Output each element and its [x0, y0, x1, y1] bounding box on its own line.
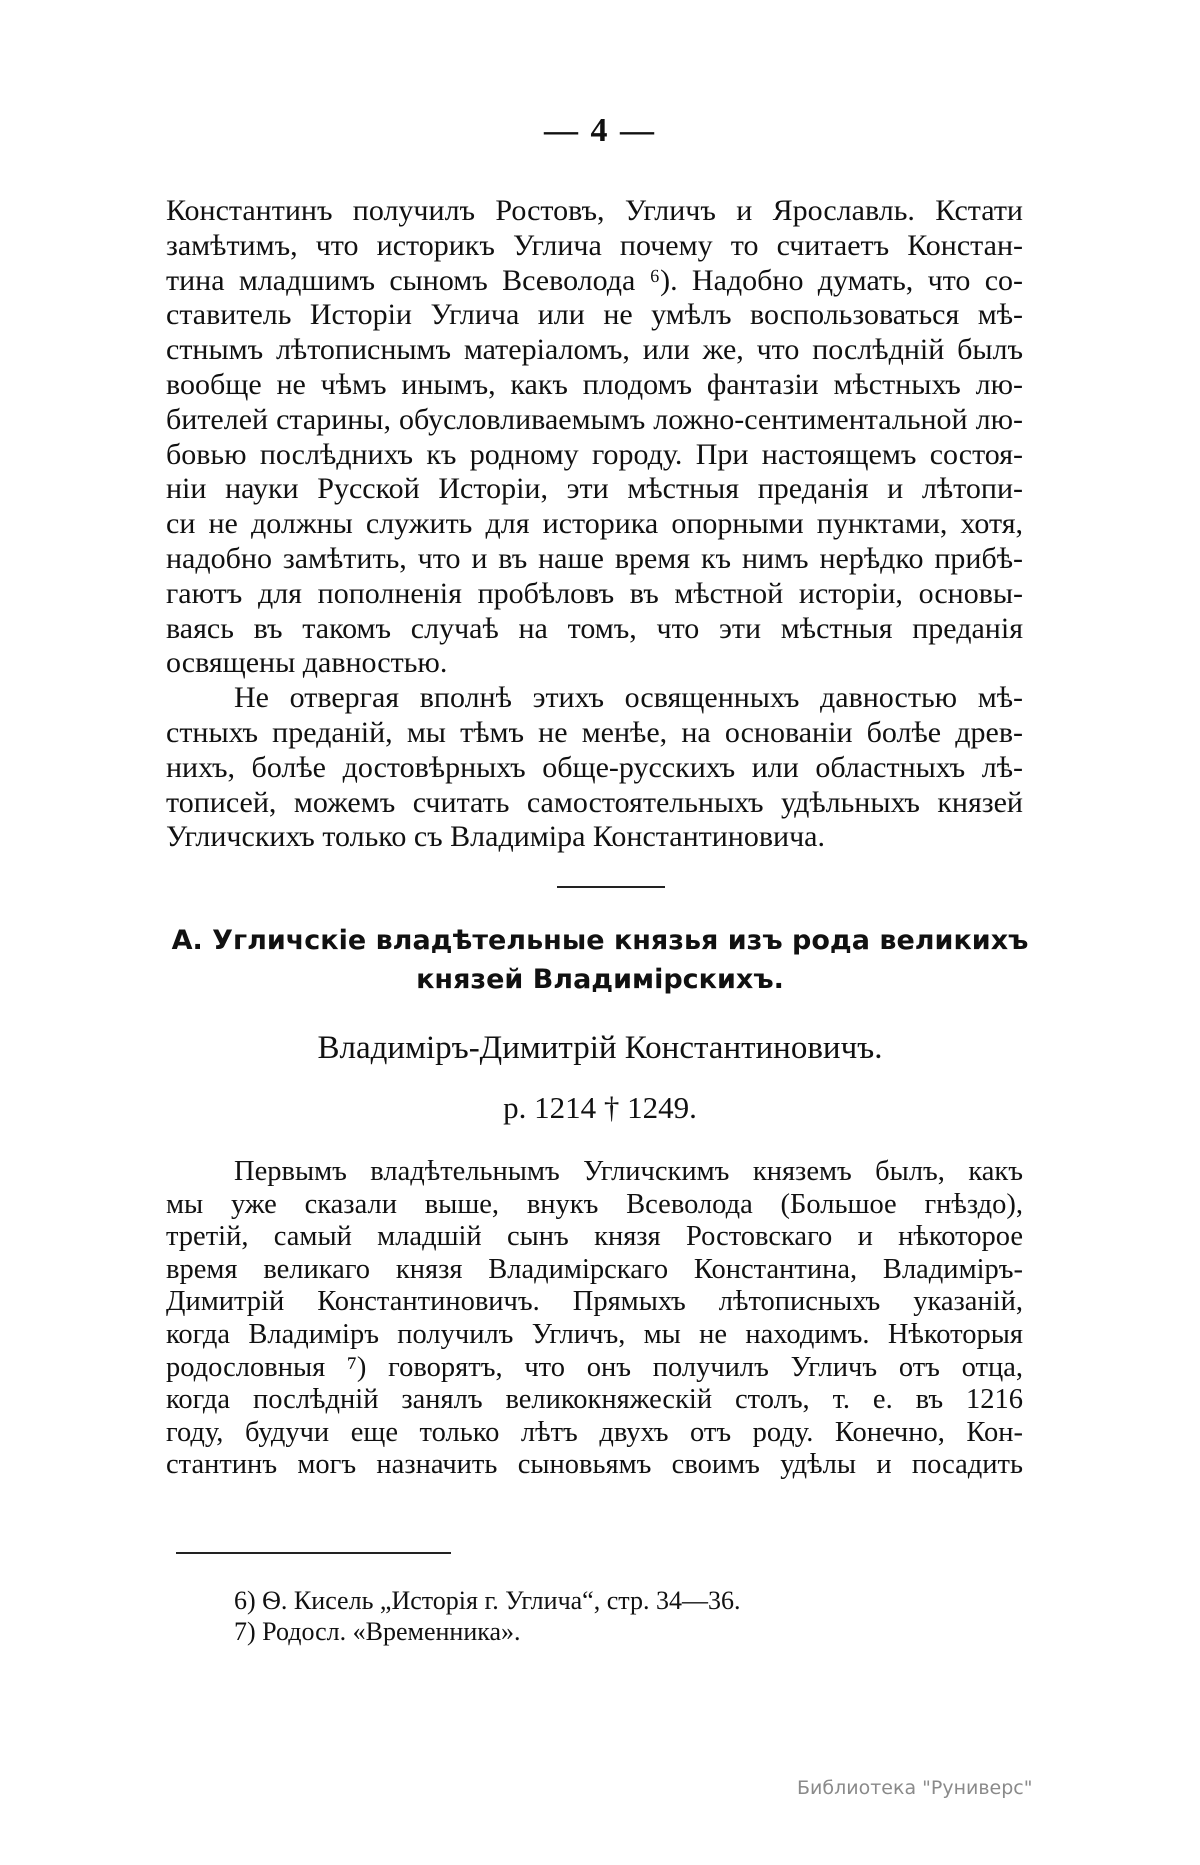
text-line: Первымъ владѣтельнымъ Угличскимъ княземъ былъ, какъ [234, 1156, 1023, 1187]
text-line: Константинъ получилъ Ростовъ, Угличъ и Ярославль. Кстати [166, 194, 1023, 227]
life-dates: р. 1214 † 1249. [503, 1090, 697, 1125]
chapter-subheading: Владиміръ-Димитрій Константиновичъ. [317, 1030, 883, 1066]
text-line: бителей старины, обусловливаемымъ ложно-сентиментальной лю- [166, 402, 1023, 436]
footnote: 7) Родосл. «Временника». [234, 1617, 521, 1646]
text-line: замѣтимъ, что историкъ Углича почему то считаетъ Констан- [166, 228, 1023, 262]
footnote: 6) Ѳ. Кисель „Исторія г. Углича“, стр. 34—36. [234, 1586, 741, 1615]
text-line: тописей, можемъ считать самостоятельныхъ удѣльныхъ князей [166, 785, 1023, 819]
body-text-top [166, 194, 1023, 855]
text-line: гаютъ для пополненія пробѣловъ въ мѣстной исторіи, основы- [166, 576, 1023, 610]
text-line: Угличскихъ только съ Владиміра Константиновича. [166, 820, 825, 854]
text-line: Не отвергая вполнѣ этихъ освященныхъ давностью мѣ- [234, 681, 1023, 715]
text-line: родословныя ⁷) говорятъ, что онъ получилъ Угличъ отъ отца, [166, 1351, 1023, 1383]
text-line: стныхъ преданій, мы тѣмъ не менѣе, на основаніи болѣе древ- [166, 715, 1023, 749]
body-text-bottom [166, 1156, 1023, 1482]
text-line: третій, самый младшій сынъ князя Ростовскаго и нѣкоторое [166, 1221, 1023, 1253]
text-line: надобно замѣтить, что и въ наше время къ нимъ нерѣдко прибѣ- [166, 541, 1023, 575]
text-line: ваясь въ такомъ случаѣ на томъ, что эти мѣстныя преданія [166, 611, 1023, 645]
text-line: си не должны служить для историка опорными пунктами, хотя, [166, 507, 1023, 541]
text-line: году, будучи еще только лѣтъ двухъ отъ роду. Конечно, Кон- [166, 1416, 1023, 1448]
text-line: ставитель Исторіи Углича или не умѣлъ воспользоваться мѣ- [166, 298, 1023, 332]
text-line: когда Владиміръ получилъ Угличъ, мы не находимъ. Нѣкоторыя [166, 1318, 1023, 1350]
section-divider [557, 886, 665, 888]
section-heading-line-2: князей Владимірскихъ. [416, 964, 784, 995]
text-line: Димитрій Константиновичъ. Прямыхъ лѣтописныхъ указаній, [166, 1286, 1023, 1318]
text-line: мы уже сказали выше, внукъ Всеволода (Большое гнѣздо), [166, 1188, 1023, 1220]
text-line: стнымъ лѣтописнымъ матеріаломъ, или же, что послѣдній былъ [166, 333, 1023, 367]
text-line: тина младшимъ сыномъ Всеволода ⁶). Надобно думать, что со- [166, 263, 1023, 297]
text-line: вообще не чѣмъ инымъ, какъ плодомъ фантазіи мѣстныхъ лю- [166, 367, 1023, 401]
footnote-rule [176, 1552, 451, 1554]
text-line: когда послѣдній занялъ великокняжескій столъ, т. е. въ 1216 [166, 1384, 1023, 1416]
text-line: бовью послѣднихъ къ родному городу. При настоящемъ состоя- [166, 437, 1023, 471]
page-number: — 4 — [544, 112, 656, 149]
text-line: ніи науки Русской Исторіи, эти мѣстныя преданія и лѣтопи- [166, 472, 1023, 506]
text-line: время великаго князя Владимірскаго Константина, Владиміръ- [166, 1253, 1023, 1285]
text-line: освящены давностью. [166, 646, 448, 680]
library-watermark: Библиотека "Руниверс" [797, 1777, 1033, 1799]
text-line: нихъ, болѣе достовѣрныхъ обще-русскихъ или областныхъ лѣ- [166, 750, 1023, 784]
text-line: стантинъ могъ назначить сыновьямъ своимъ удѣлы и посадить [166, 1449, 1023, 1481]
section-heading-line-1: А. Угличскіе владѣтельные князья изъ рода великихъ [171, 925, 1029, 956]
